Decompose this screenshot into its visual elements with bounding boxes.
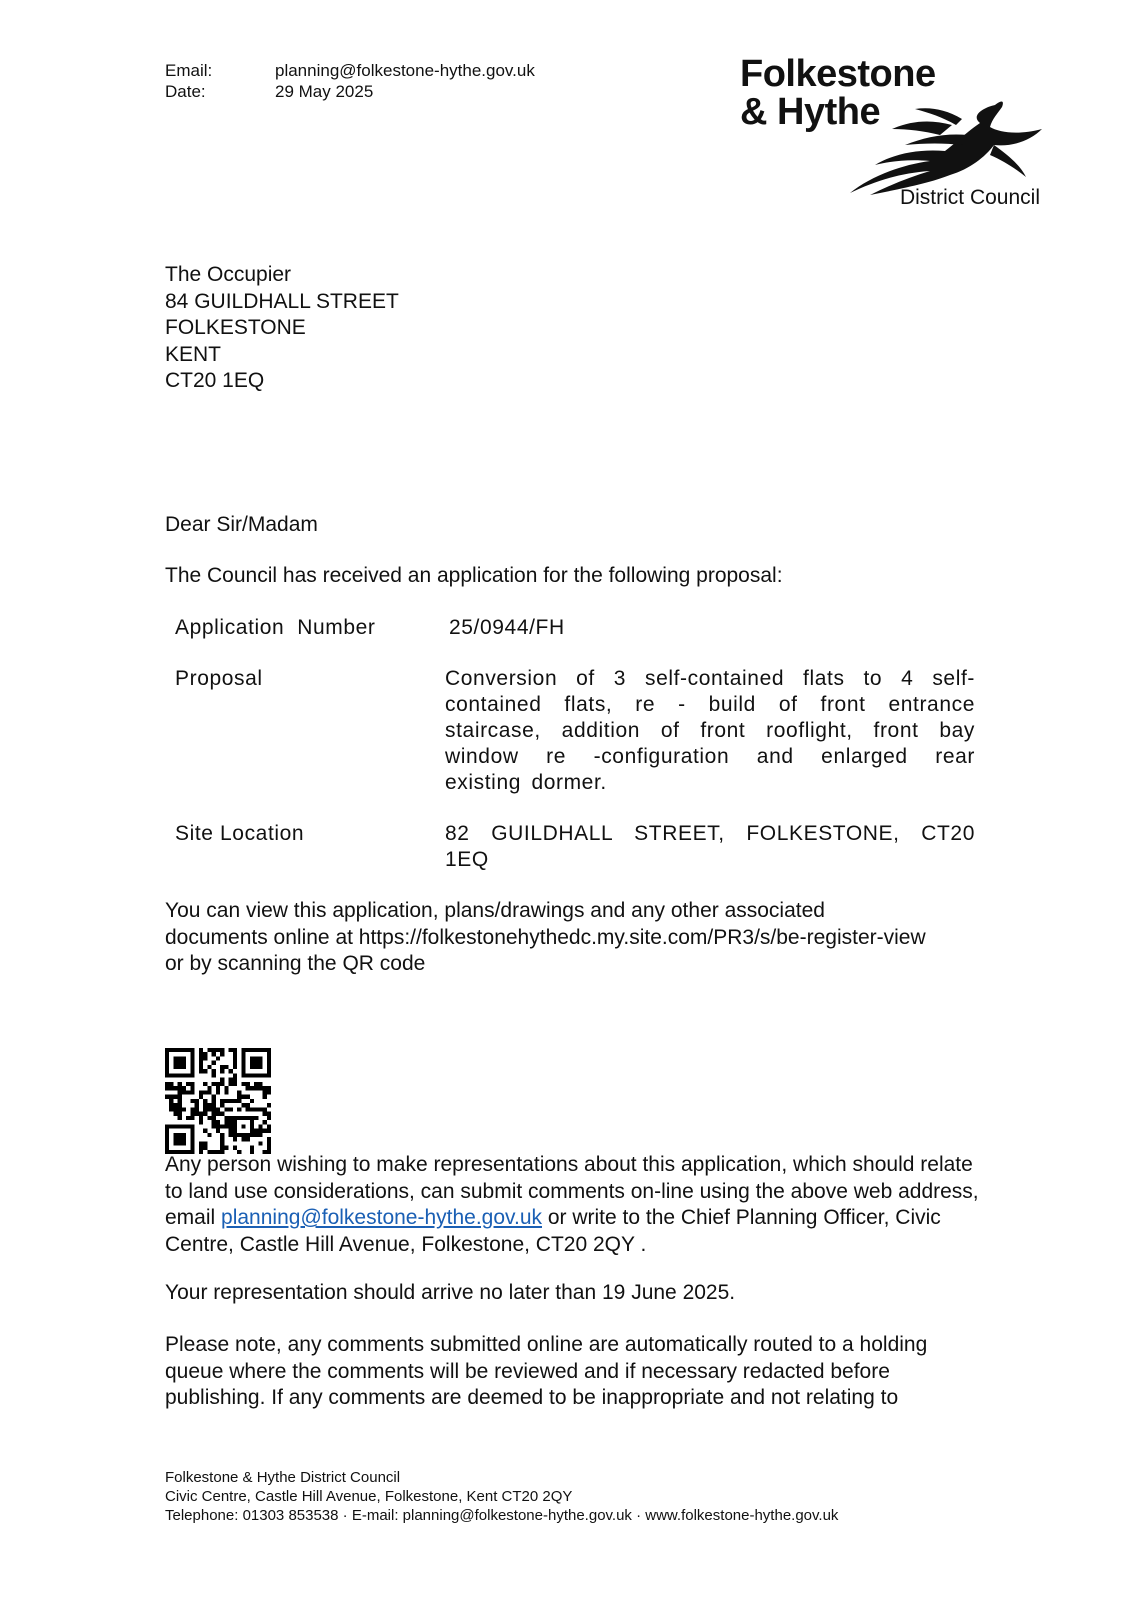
view-line: documents online at https://folkestonehythedc.my.site.com/PR3/s/be-register-view xyxy=(165,925,926,949)
view-line: or by scanning the QR code xyxy=(165,952,426,975)
email-value: planning@folkestone-hythe.gov.uk xyxy=(275,61,535,80)
planning-email-link[interactable]: planning@folkestone-hythe.gov.uk xyxy=(221,1206,542,1229)
application-number-value: 25/0944/FH xyxy=(449,616,565,639)
note-line: queue where the comments will be reviewed and if necessary redacted before xyxy=(165,1359,890,1383)
site-location-row xyxy=(175,821,975,873)
note-line: publishing. If any comments are deemed to be inappropriate and not relating to xyxy=(165,1386,899,1409)
qr-code[interactable] xyxy=(165,1048,271,1154)
proposal-label: Proposal xyxy=(175,667,263,690)
address-line: CT20 1EQ xyxy=(165,369,265,392)
view-line: You can view this application, plans/drawings and any other associated xyxy=(165,899,825,922)
letter-header xyxy=(165,60,535,102)
council-logo xyxy=(740,55,1050,215)
deadline-text: Your representation should arrive no later than 19 June 2025. xyxy=(165,1281,736,1304)
application-number-row xyxy=(175,615,975,641)
salutation: Dear Sir/Madam xyxy=(165,513,318,536)
proposal-row xyxy=(175,666,975,796)
intro-text: The Council has received an application for the following proposal: xyxy=(165,564,783,587)
recipient-address xyxy=(165,262,399,395)
representations-text-end: or write to the Chief Planning Officer, Civic Centre, Castle Hill Avenue, Folkestone, CT20 2QY . xyxy=(165,1206,941,1256)
site-location-value: 82 GUILDHALL STREET, FOLKESTONE, CT20 1EQ xyxy=(445,822,975,871)
logo-line-1: Folkestone xyxy=(740,53,936,95)
logo-line-2: & Hythe xyxy=(740,91,881,133)
email-row xyxy=(165,60,535,81)
address-line: KENT xyxy=(165,342,222,366)
view-online-text xyxy=(165,898,1025,978)
address-line: FOLKESTONE xyxy=(165,316,306,339)
address-line: 84 GUILDHALL STREET xyxy=(165,289,399,313)
note-line: Please note, any comments submitted online are automatically routed to a holding xyxy=(165,1333,928,1356)
note-text xyxy=(165,1332,1025,1412)
footer-line: Folkestone & Hythe District Council xyxy=(165,1469,401,1486)
date-row xyxy=(165,81,535,102)
date-value: 29 May 2025 xyxy=(275,82,374,101)
site-location-label: Site Location xyxy=(175,822,305,845)
application-details xyxy=(175,615,975,641)
proposal-value: Conversion of 3 self-contained flats to 4 self-contained flats, re - build of front entrance staircase, addition of front rooflight, front bay window re -configuration and enlarged rear existing dormer. xyxy=(445,667,975,794)
date-label: Date: xyxy=(165,82,206,101)
email-label: Email: xyxy=(165,61,213,80)
address-line: The Occupier xyxy=(165,263,292,286)
logo-line-3: District Council xyxy=(899,186,1040,209)
representations-text xyxy=(165,1152,985,1258)
letter-footer xyxy=(165,1468,838,1525)
footer-line: Civic Centre, Castle Hill Avenue, Folkestone, Kent CT20 2QY xyxy=(165,1488,573,1505)
representations-text-start: Any person wishing to make representations about this application, which should relate to land use considerations, can submit comments on-line using the above web address, email xyxy=(165,1153,979,1229)
footer-line: Telephone: 01303 853538 · E-mail: planning@folkestone-hythe.gov.uk · www.folkestone-hythe.gov.uk xyxy=(165,1507,839,1524)
application-number-label: Application Number xyxy=(175,616,376,639)
